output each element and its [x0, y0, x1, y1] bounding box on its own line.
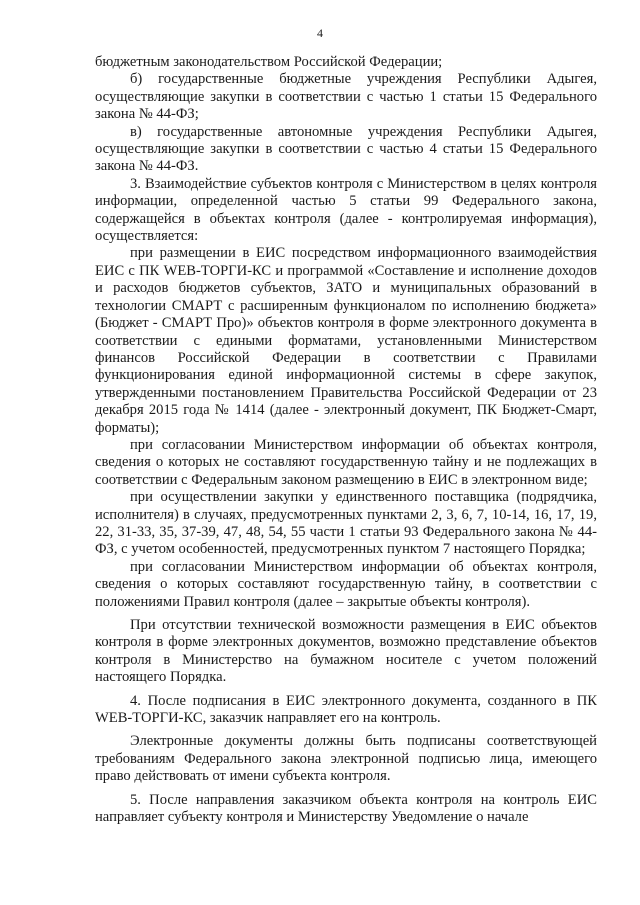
paragraph-item-b: б) государственные бюджетные учреждения Республики Адыгея, осуществляющие закупки в соответствии с частью 1 статьи 15 Федерального закона № 44-ФЗ;	[95, 71, 597, 123]
paragraph-section-4: 4. После подписания в ЕИС электронного документа, созданного в ПК WEB-ТОРГИ-КС, заказчик направляет его на контроль.	[95, 692, 597, 727]
paragraph-ministry-approval: при согласовании Министерством информации об объектах контроля, сведения о которых не составляют государственную тайну и не подлежащих в соответствии с Федеральным законом размещению в ЕИС в электронном виде;	[95, 436, 597, 488]
paragraph-electronic-signature: Электронные документы должны быть подписаны соответствующей требованиям Федерального закона электронной подписью лица, имеющего право действовать от имени субъекта контроля.	[95, 733, 597, 785]
paragraph-single-supplier: при осуществлении закупки у единственного поставщика (подрядчика, исполнителя) в случаях, предусмотренных пунктами 2, 3, 6, 7, 10-14, 16, 17, 19, 22, 31-33, 35, 37-39, 47, 48, 54, 55 части 1 статьи 93 Федерального закона № 44-ФЗ, с учетом особенностей, предусмотренных пунктом 7 настоящего Порядка;	[95, 489, 597, 558]
paragraph-paper-submission: При отсутствии технической возможности размещения в ЕИС объектов контроля в форме электронных документов, возможно представление объектов контроля в Министерство на бумажном носителе с учетом положений настоящего Порядка.	[95, 617, 597, 686]
paragraph-eis-placement: при размещении в ЕИС посредством информационного взаимодействия ЕИС с ПК WEB-ТОРГИ-КС и программой «Составление и исполнение доходов и расходов бюджетов субъектов, ЗАТО и муниципальных образований в технологии СМАРТ с расширенным функционалом по исполнению бюджета» (Бюджет - СМАРТ Про)» объектов контроля в форме электронного документа в соответствии с едиными форматами, установленными Министерством финансов Российской Федерации в соответствии с Правилами функционирования единой информационной системы в сфере закупок, утвержденными постановлением Правительства Российской Федерации от 23 декабря 2015 года № 1414 (далее - электронный документ, ПК Бюджет-Смарт, форматы);	[95, 245, 597, 436]
paragraph-item-v: в) государственные автономные учреждения Республики Адыгея, осуществляющие закупки в соответствии с частью 4 статьи 15 Федерального закона № 44-ФЗ.	[95, 123, 597, 175]
paragraph-continuation: бюджетным законодательством Российской Федерации;	[95, 54, 443, 70]
document-body	[95, 54, 597, 826]
paragraph-closed-objects: при согласовании Министерством информации об объектах контроля, сведения о которых составляют государственную тайну, в соответствии с положениями Правил контроля (далее – закрытые объекты контроля).	[95, 558, 597, 610]
page-number: 4	[317, 26, 323, 40]
paragraph-section-5: 5. После направления заказчиком объекта контроля на контроль ЕИС направляет субъекту контроля и Министерству Уведомление о начале	[95, 791, 597, 826]
paragraph-section-3: 3. Взаимодействие субъектов контроля с Министерством в целях контроля информации, определенной частью 5 статьи 99 Федерального закона, содержащейся в объектах контроля (далее - контролируемая информация), осуществляется:	[95, 175, 597, 245]
